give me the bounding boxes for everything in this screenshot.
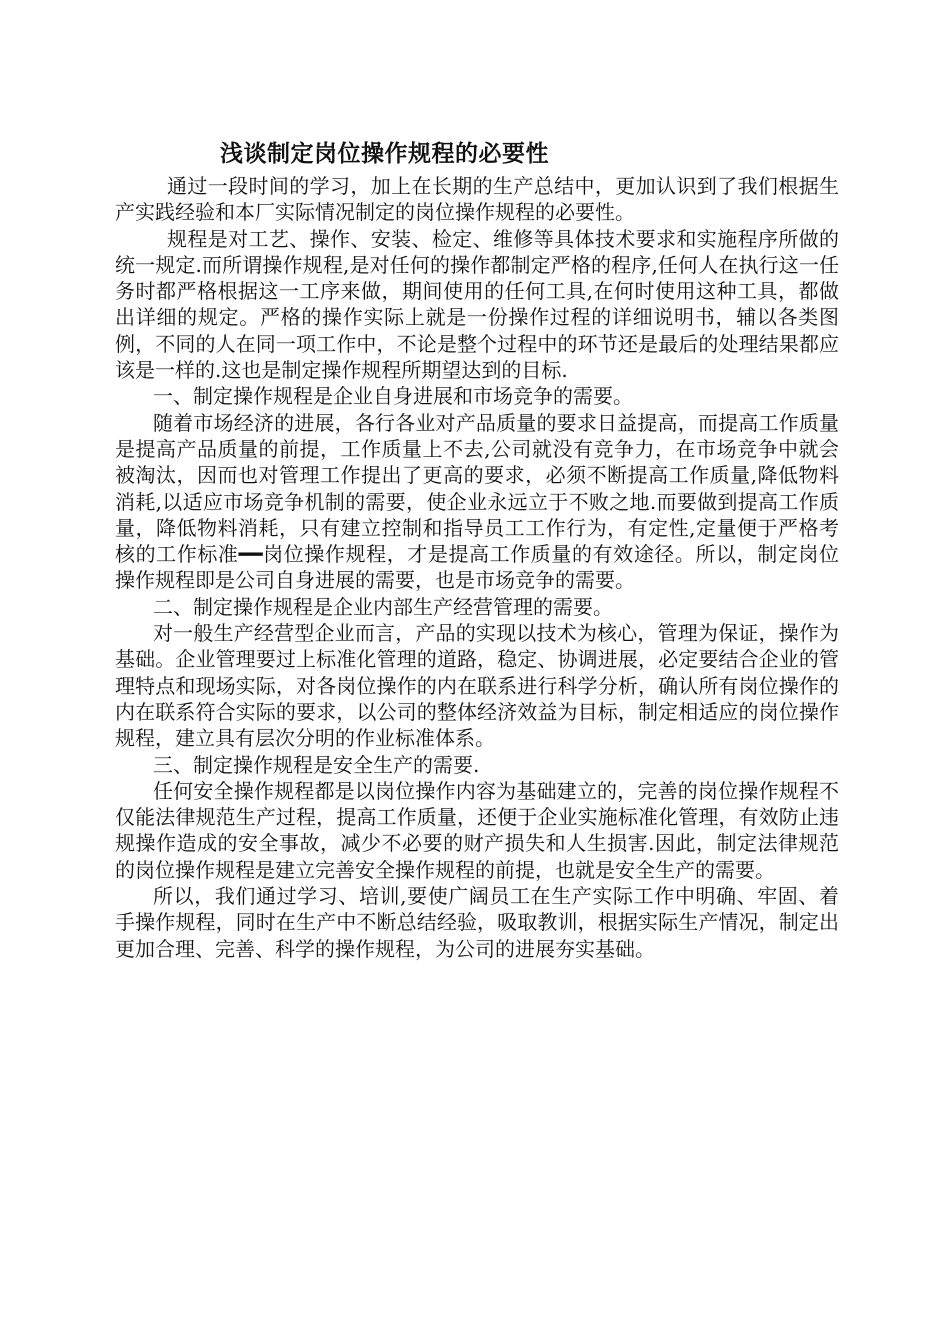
- section-heading-2: 二、制定操作规程是企业内部生产经营管理的需要。: [153, 594, 613, 619]
- section-2-paragraph: 对一般生产经营型企业而言，产品的实现以技术为核心，管理为保证，操作为基础。企业管理要过上标准化管理的道路，稳定、协调进展，必定要结合企业的管理特点和现场实际，对各岗位操作的内在联系进行科学分析，确认所有岗位操作的内在联系符合实际的要求，以公司的整体经济效益为目标，制定相适应的岗位操作规程，建立具有层次分明的作业标准体系。: [115, 621, 839, 751]
- document-body: [115, 173, 839, 962]
- section-3-paragraph: 任何安全操作规程都是以岗位操作内容为基础建立的，完善的岗位操作规程不仅能法律规范生产过程，提高工作质量，还便于企业实施标准化管理，有效防止违规操作造成的安全事故，减少不必要的财产损失和人生损害.因此，制定法律规范的岗位操作规程是建立完善安全操作规程的前提，也就是安全生产的需要。: [115, 778, 839, 882]
- section-1-paragraph: 随着市场经济的进展，各行各业对产品质量的要求日益提高，而提高工作质量是提高产品质量的前提，工作质量上不去,公司就没有竞争力，在市场竞争中就会被淘汰，因而也对管理工作提出了更高的要求，必须不断提高工作质量,降低物料消耗,以适应市场竞争机制的需要，使企业永远立于不败之地.而要做到提高工作质量，降低物料消耗，只有建立控制和指导员工工作行为，有定性,定量便于严格考核的工作标准━━岗位操作规程，才是提高工作质量的有效途径。所以，制定岗位操作规程即是公司自身进展的需要，也是市场竞争的需要。: [115, 410, 839, 593]
- section-heading-1: 一、制定操作规程是企业自身进展和市场竞争的需要。: [153, 384, 633, 409]
- intro-paragraph: 通过一段时间的学习，加上在长期的生产总结中，更加认识到了我们根据生产实践经验和本厂实际情况制定的岗位操作规程的必要性。: [115, 174, 839, 225]
- section-heading-3: 三、制定操作规程是安全生产的需要.: [153, 752, 480, 777]
- conclusion-paragraph: 所以，我们通过学习、培训,要使广阔员工在生产实际工作中明确、牢固、着手操作规程，同时在生产中不断总结经验，吸取教训，根据实际生产情况，制定出更加合理、完善、科学的操作规程，为公司的进展夯实基础。: [115, 884, 839, 961]
- definition-paragraph: 规程是对工艺、操作、安装、检定、维修等具体技术要求和实施程序所做的统一规定.而所谓操作规程,是对任何的操作都制定严格的程序,任何人在执行这一任务时都严格根据这一工序来做，期间使用的任何工具,在何时使用这种工具，都做出详细的规定。严格的操作实际上就是一份操作过程的详细说明书，辅以各类图例，不同的人在同一项工作中，不论是整个过程中的环节还是最后的处理结果都应该是一样的.这也是制定操作规程所期望达到的目标.: [115, 226, 839, 383]
- document-title: 浅谈制定岗位操作规程的必要性: [220, 141, 549, 167]
